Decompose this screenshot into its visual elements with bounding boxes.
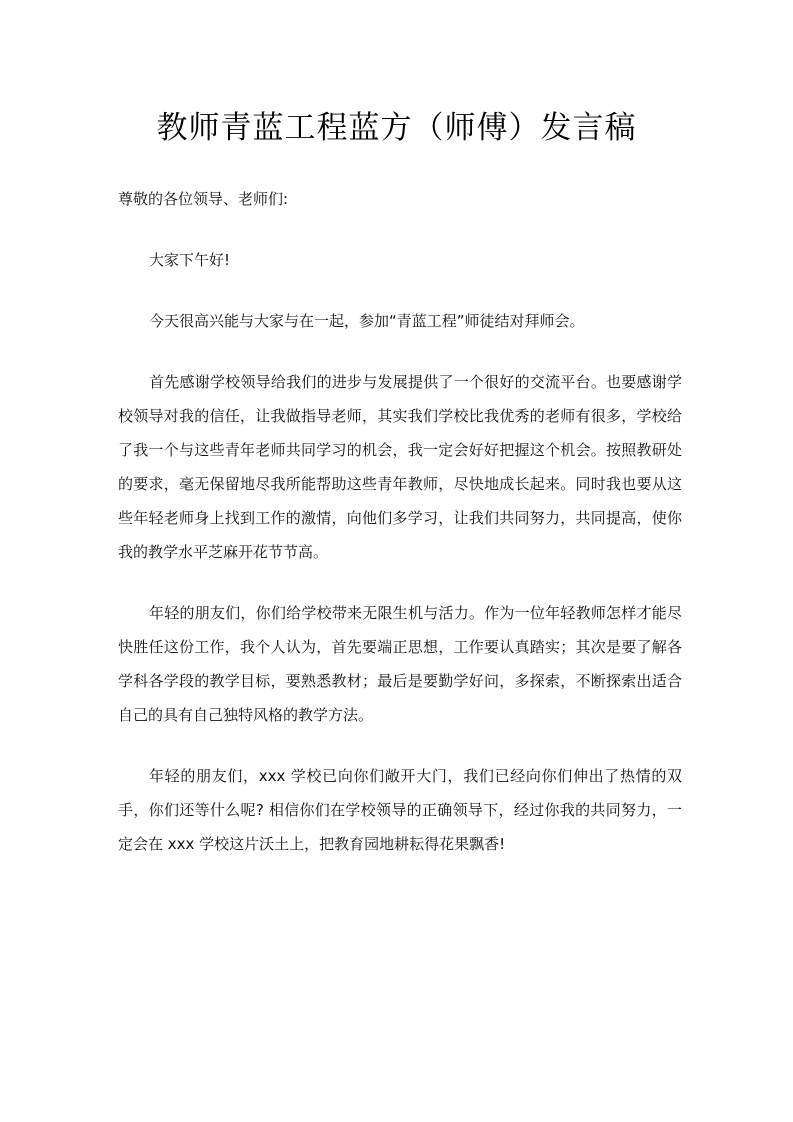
paragraph-thanks: 首先感谢学校领导给我们的进步与发展提供了一个很好的交流平台。也要感谢学校领导对我的信任，让我做指导老师，其实我们学校比我优秀的老师有很多，学校给了我一个与这些青年老师共同学习的机会，我一定会好好把握这个机会。按照教研处的要求，毫无保留地尽我所能帮助这些青年教师，尽快地成长起来。同时我也要从这些年轻老师身上找到工作的激情，向他们多学习，让我们共同努力，共同提高，使你我的教学水平芝麻开花节节高。 — [118, 373, 682, 561]
paragraph-closing: 年轻的朋友们，xxx 学校已向你们敞开大门，我们已经向你们伸出了热情的双手，你们还等什么呢? 相信你们在学校领导的正确领导下，经过你我的共同努力，一定会在 xxx 学校这片沃土上，把教育园地耕耘得花果飘香! — [118, 767, 682, 853]
salutation: 尊敬的各位领导、老师们: — [118, 190, 289, 208]
paragraph-greeting: 大家下午好! — [149, 251, 231, 269]
page-title: 教师青蓝工程蓝方（师傅）发言稿 — [156, 110, 637, 146]
document-body — [118, 182, 682, 888]
paragraph-intro: 今天很高兴能与大家与在一起，参加“青蓝工程”师徒结对拜师会。 — [149, 312, 585, 330]
paragraph-advice: 年轻的朋友们，你们给学校带来无限生机与活力。作为一位年轻教师怎样才能尽快胜任这份工作，我个人认为，首先要端正思想，工作要认真踏实；其次是要了解各学科各学段的教学目标，要熟悉教材；最后是要勤学好问，多探索，不断探索出适合自己的具有自己独特风格的教学方法。 — [118, 604, 682, 724]
